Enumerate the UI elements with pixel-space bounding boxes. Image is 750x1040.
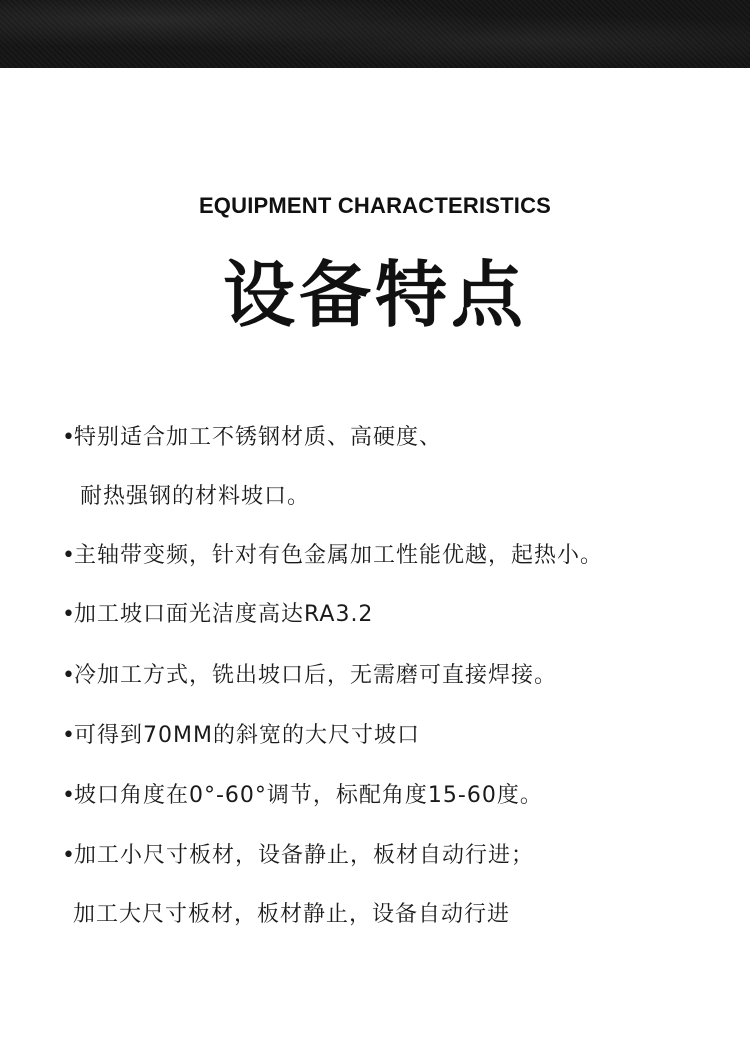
feature-item-5 <box>62 721 420 751</box>
feature-item-7-continued <box>73 900 510 930</box>
bullet-icon: • <box>62 543 76 568</box>
feature-item-4 <box>62 661 557 691</box>
dark-texture-banner <box>0 0 750 68</box>
page-title: 设备特点 <box>222 253 527 337</box>
feature-text: 加工大尺寸板材，板材静止，设备自动行进 <box>73 902 511 927</box>
feature-text: 加工坡口面光洁度高达RA3.2 <box>74 602 374 627</box>
feature-text: 主轴带变频，针对有色金属加工性能优越，起热小。 <box>74 543 604 568</box>
section-subtitle: EQUIPMENT CHARACTERISTICS <box>198 193 552 218</box>
feature-text: 坡口角度在0°-60°调节，标配角度15-60度。 <box>74 783 543 808</box>
feature-text: 冷加工方式，铣出坡口后，无需磨可直接焊接。 <box>74 663 558 688</box>
feature-item-7 <box>62 841 534 871</box>
feature-text: 耐热强钢的材料坡口。 <box>80 484 311 509</box>
bullet-icon: • <box>62 843 76 868</box>
feature-item-1-continued <box>80 482 310 512</box>
feature-text: 可得到70MM的斜宽的大尺寸坡口 <box>74 723 420 748</box>
feature-item-3 <box>62 600 373 630</box>
bullet-icon: • <box>62 783 76 808</box>
bullet-icon: • <box>62 723 76 748</box>
feature-item-6 <box>62 781 543 811</box>
bullet-icon: • <box>62 663 76 688</box>
bullet-icon: • <box>62 602 76 627</box>
bullet-icon: • <box>62 425 76 450</box>
feature-text: 特别适合加工不锈钢材质、高硬度、 <box>74 425 443 450</box>
feature-item-1 <box>62 423 442 453</box>
feature-text: 加工小尺寸板材，设备静止，板材自动行进； <box>74 843 535 868</box>
feature-item-2 <box>62 541 603 571</box>
